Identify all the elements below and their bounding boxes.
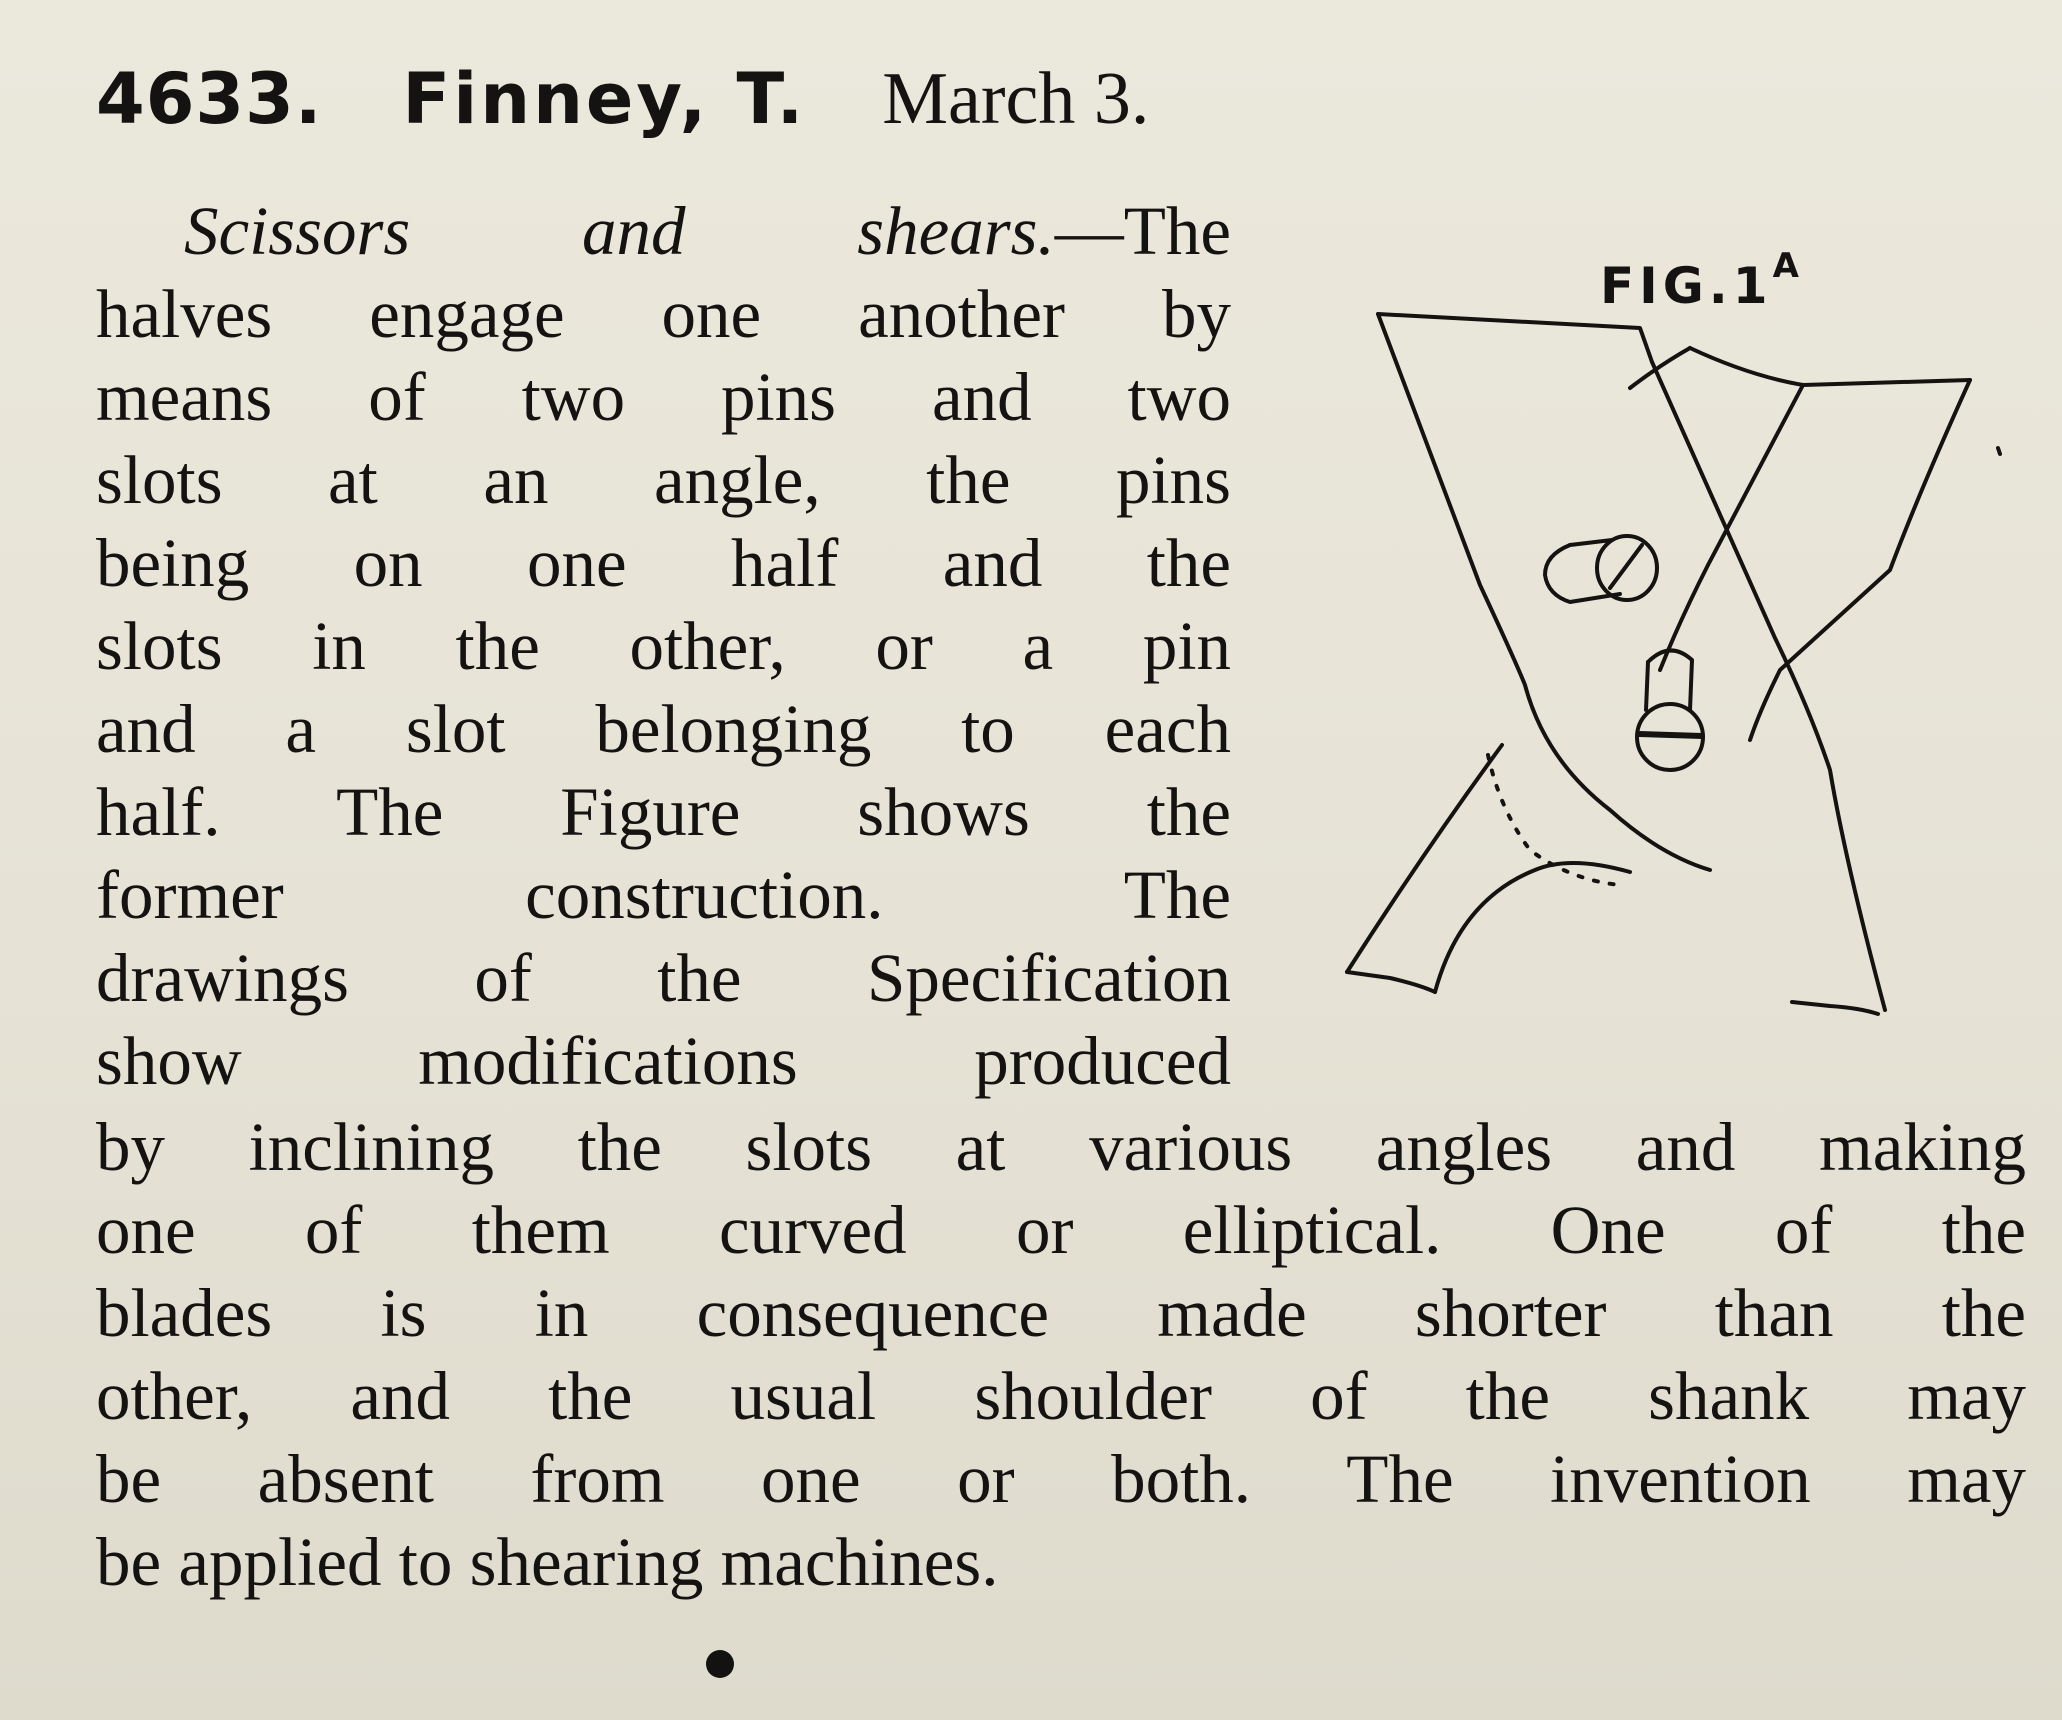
- text-line: be absent from one or both. The invention may: [96, 1441, 2026, 1517]
- scissors-blades-drawing-icon: [1330, 240, 2020, 1040]
- text-line: be applied to shearing machines.: [96, 1524, 999, 1600]
- entry-name: Finney, T.: [402, 58, 807, 140]
- text-line: and a slot belonging to each: [96, 691, 1231, 767]
- text-line: halves engage one another by: [96, 276, 1231, 352]
- abstract-wide-column: [96, 1106, 2026, 1604]
- figure-label: $FIG.1^A$: [1600, 246, 1799, 315]
- text-line: half. The Figure shows the: [96, 774, 1231, 850]
- text-line: by inclining the slots at various angles and making: [96, 1109, 2026, 1185]
- text-line: drawings of the Specification: [96, 940, 1231, 1016]
- text-line: means of two pins and two: [96, 359, 1231, 435]
- topic-heading: Scissors and shears.: [184, 193, 1055, 269]
- entry-number: 4633.: [96, 58, 323, 140]
- first-line-rest: —The: [1054, 193, 1231, 269]
- text-line: former construction. The: [96, 857, 1231, 933]
- abstract-narrow-column: [96, 190, 1231, 1103]
- text-line: slots at an angle, the pins: [96, 442, 1231, 518]
- patent-figure: [1330, 240, 2020, 1040]
- entry-date: March 3.: [882, 58, 1150, 140]
- entry-header: [96, 58, 1150, 140]
- text-line: show modifications produced: [96, 1023, 1231, 1099]
- abstract-first-line: [96, 190, 1231, 273]
- text-line: other, and the usual shoulder of the shank may: [96, 1358, 2026, 1434]
- text-line: blades is in consequence made shorter than the: [96, 1275, 2026, 1351]
- text-line: one of them curved or elliptical. One of the: [96, 1192, 2026, 1268]
- text-line: slots in the other, or a pin: [96, 608, 1231, 684]
- figure-label-superscript: A: [1772, 246, 1799, 286]
- text-line: being on one half and the: [96, 525, 1231, 601]
- bullet-dot: [706, 1650, 734, 1678]
